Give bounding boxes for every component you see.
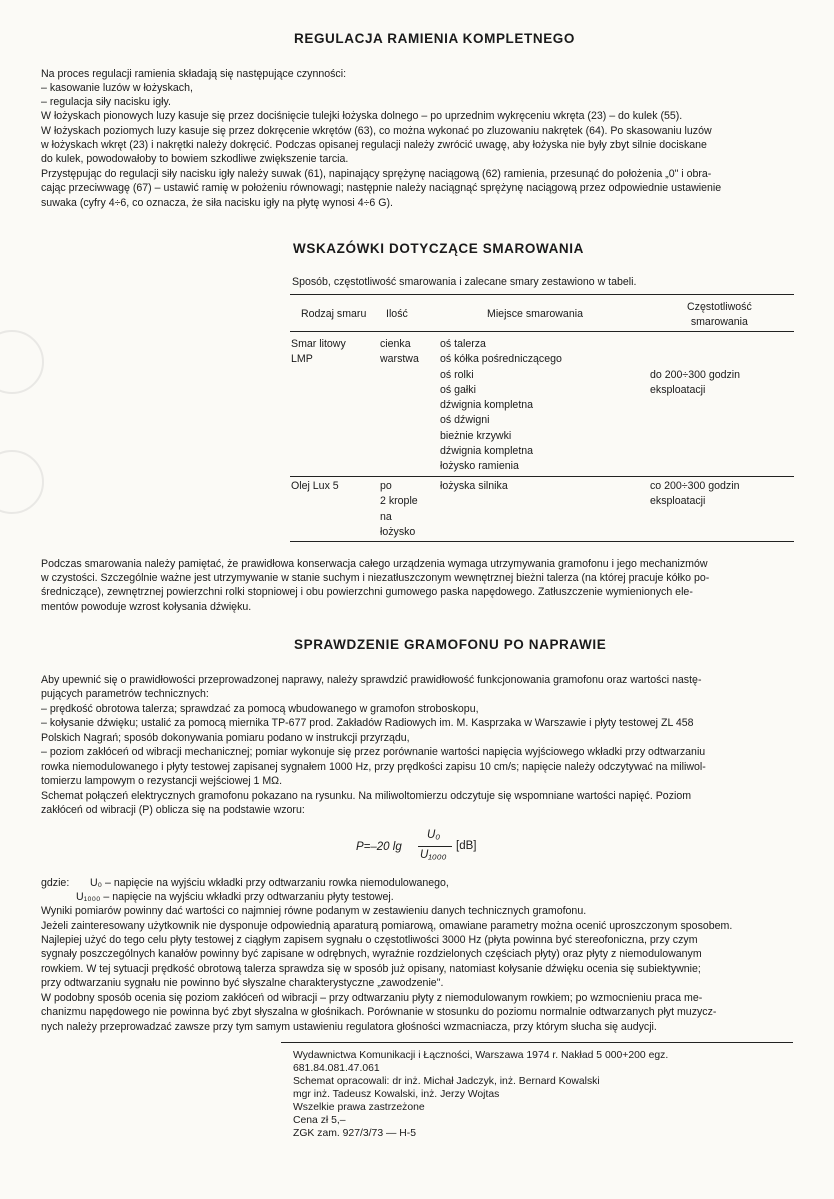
table-header-frequency: Częstotliwość smarowania <box>687 301 752 329</box>
text-line: w czystości. Szczególnie ważne jest utrzymywanie w stanie suchym i niezatłuszczonym wewnętrznej bieżni talerza (na której pracuje kółko po- <box>41 572 710 584</box>
text-line: Najlepiej użyć do tego celu płyty testowej z ciągłym zapisem sygnału o częstotliwości 3000 Hz (płyta powinna być stereofoniczna, przy czym <box>41 934 698 946</box>
text-line: Przystępując do regulacji siły nacisku igły należy suwak (61), napinający sprężynę naciągową (62) ramienia, przesunąć do położenia „0" i obra- <box>41 168 712 180</box>
section-title-arm-adjustment: REGULACJA RAMIENIA KOMPLETNEGO <box>294 31 576 46</box>
formula-unit: [dB] <box>456 840 477 852</box>
text-line: sygnały poszczególnych kanałów powinny być zapisane w odrębnych, wyraźnie rozdzielonych częściach płyty) oraz płyty z niemodulowanym <box>41 948 702 960</box>
text-line: Na proces regulacji ramienia składają się następujące czynności: <box>41 68 347 80</box>
text-line: Wyniki pomiarów powinny dać wartości co najmniej równe podanym w zestawieniu danych technicznych gramofonu. <box>41 905 587 917</box>
row-places: łożyska silnika <box>440 480 508 492</box>
table-intro: Sposób, częstotliwość smarowania i zalecane smary zestawiono w tabeli. <box>292 276 637 288</box>
formula-lhs: P=–20 lg <box>356 841 402 853</box>
colophon-line: Cena zł 5,– <box>293 1115 346 1126</box>
table-top-rule <box>290 294 794 295</box>
text-line: Podczas smarowania należy pamiętać, że prawidłowa konserwacja całego urządzenia wymaga utrzymywania gramofonu i jego mechanizmów <box>41 558 708 570</box>
colophon-line: mgr inż. Tadeusz Kowalski, inż. Jerzy Wojtas <box>293 1089 500 1100</box>
formula-fraction-bar <box>418 846 452 847</box>
table-header-type: Rodzaj smaru <box>301 308 367 320</box>
show-through-mark <box>0 330 44 394</box>
text-line: – regulacja siły nacisku igły. <box>41 96 171 108</box>
row-amount: po 2 krople na łożysko <box>380 480 418 538</box>
table-header-rule <box>290 331 794 332</box>
text-line: zakłóceń od wibracji (P) oblicza się na podstawie wzoru: <box>41 804 305 816</box>
text-line: nych należy przeprowadzać zawsze przy tym samym ustawieniu regulatora głośności wzmacniacza, przy którym słucha się audycji. <box>41 1021 657 1033</box>
text-line: pujących parametrów technicznych: <box>41 688 209 700</box>
section-title-lubrication: WSKAZÓWKI DOTYCZĄCE SMAROWANIA <box>293 241 584 256</box>
text-line: w łożyskach wkręt (23) i nakrętki należy dokręcić. Podczas opisanej regulacji należy zwrócić uwagę, aby łożyska nie były zbyt silnie dociskane <box>41 139 707 151</box>
text-line: chanizmu napędowego nie powinna być zbyt słyszalna w głośnikach. Porównanie w stosunku do poziomu normalnie odtwarzanych płyt muzycz- <box>41 1006 717 1018</box>
text-line: – prędkość obrotowa talerza; sprawdzać za pomocą wbudowanego w gramofon stroboskopu, <box>41 703 479 715</box>
table-row-rule <box>290 476 794 477</box>
formula-numerator: U₀ <box>427 829 441 841</box>
text-line: tomierzu lampowym o rezystancji wejściowej 1 MΩ. <box>41 775 283 787</box>
text-line: – kasowanie luzów w łożyskach, <box>41 82 193 94</box>
row-type: Smar litowy LMP <box>291 338 346 366</box>
table-header-place: Miejsce smarowania <box>487 308 583 320</box>
row-amount: cienka warstwa <box>380 338 419 366</box>
text-line: do kulek, powodowałoby to bowiem szkodliwe zwiększenie tarcia. <box>41 153 349 165</box>
colophon-line: Schemat opracowali: dr inż. Michał Jadczyk, inż. Bernard Kowalski <box>293 1076 600 1087</box>
text-line: Aby upewnić się o prawidłowości przeprowadzonej naprawy, należy sprawdzić prawidłowość funkcjonowania gramofonu oraz wartości nastę- <box>41 674 702 686</box>
colophon-rule <box>281 1042 793 1043</box>
colophon-line: Wydawnictwa Komunikacji i Łączności, Warszawa 1974 r. Nakład 5 000+200 egz. <box>293 1050 669 1061</box>
colophon-line: 681.84.081.47.061 <box>293 1063 380 1074</box>
row-frequency: co 200÷300 godzin eksploatacji <box>650 480 740 508</box>
text-line: – kołysanie dźwięku; ustalić za pomocą miernika TP-677 prod. Zakładów Radiowych im. M. Kasprzaka w Warszawie i płyty testowej ZL 458 <box>41 717 694 729</box>
colophon-line: ZGK zam. 927/3/73 — H-5 <box>293 1128 417 1139</box>
show-through-mark <box>0 450 44 514</box>
row-type: Olej Lux 5 <box>291 480 339 492</box>
where-line: U₀ – napięcie na wyjściu wkładki przy odtwarzaniu rowka niemodulowanego, <box>90 877 449 889</box>
text-line: rowka niemodulowanego i płyty testowej zapisanej sygnałem 1000 Hz, przy prędkości zapisu 10 cm/s; napięcie należy odczytywać na miliwol- <box>41 761 706 773</box>
colophon-line: Wszelkie prawa zastrzeżone <box>293 1102 425 1113</box>
text-line: Schemat połączeń elektrycznych gramofonu pokazano na rysunku. Na miliwoltomierzu odczytuje się wspomniane wartości napięć. Poziom <box>41 790 692 802</box>
text-line: cając przeciwwagę (67) – ustawić ramię w położeniu równowagi; następnie należy naciągnąć sprężynę naciągową przez odpowiednie ustawienie <box>41 182 722 194</box>
text-line: Polskich Nagrań; sposób dokonywania pomiaru podano w instrukcji przyrządu, <box>41 732 410 744</box>
text-line: Jeżeli zainteresowany użytkownik nie dysponuje odpowiednią aparaturą pomiarową, omawiane parametry można ocenić uproszczonym sposobem. <box>41 920 733 932</box>
text-line: średniczące), zewnętrznej powierzchni rolki stopniowej i obu powierzchni gumowego paska napędowego. Zatłuszczenie wymienionych ele- <box>41 586 693 598</box>
text-line: rowkiem. W tej sytuacji prędkość obrotową talerza sprawdza się w sposób już opisany, natomiast kołysanie dźwięku ocenia się subiektywnie; <box>41 963 701 975</box>
where-label: gdzie: <box>41 877 70 889</box>
table-bottom-rule <box>290 541 794 542</box>
text-line: W łożyskach poziomych luzy kasuje się przez dokręcenie wkrętów (63), co można wykonać po zluzowaniu nakrętek (64). Po skasowaniu luzów <box>41 125 712 137</box>
text-line: W łożyskach pionowych luzy kasuje się przez dociśnięcie tulejki łożyska dolnego – po uprzednim wykręceniu wkręta (23) – do kulek (55). <box>41 110 683 122</box>
row-frequency: do 200÷300 godzin eksploatacji <box>650 368 741 396</box>
formula-denominator: U₁₀₀₀ <box>420 849 447 861</box>
text-line: – poziom zakłóceń od wibracji mechanicznej; pomiar wykonuje się przez porównanie wartości napięcia wyjściowego wkładki przy odtwarzaniu <box>41 746 706 758</box>
row-places: oś talerza oś kółka pośredniczącego oś rolki oś gałki dźwignia kompletna oś dźwigni bieżnie krzywki dźwignia kompletna łożysko ramienia <box>440 338 562 473</box>
text-line: przy odtwarzaniu sygnału nie powinno być słyszalne charakterystyczne „zawodzenie". <box>41 977 444 989</box>
text-line: W podobny sposób ocenia się poziom zakłóceń od wibracji – przy odtwarzaniu płyty z niemodulowanym rowkiem; po wzmocnieniu praca me- <box>41 992 703 1004</box>
text-line: suwaka (cyfry 4÷6, co oznacza, że siła nacisku igły na płytę wynosi 4÷6 G). <box>41 197 393 209</box>
where-line: U₁₀₀₀ – napięcie na wyjściu wkładki przy odtwarzaniu płyty testowej. <box>76 891 394 903</box>
text-line: mentów powoduje wzrost kołysania dźwięku. <box>41 601 252 613</box>
table-header-amount: Ilość <box>386 308 408 320</box>
section-title-repair-check: SPRAWDZENIE GRAMOFONU PO NAPRAWIE <box>294 637 607 652</box>
